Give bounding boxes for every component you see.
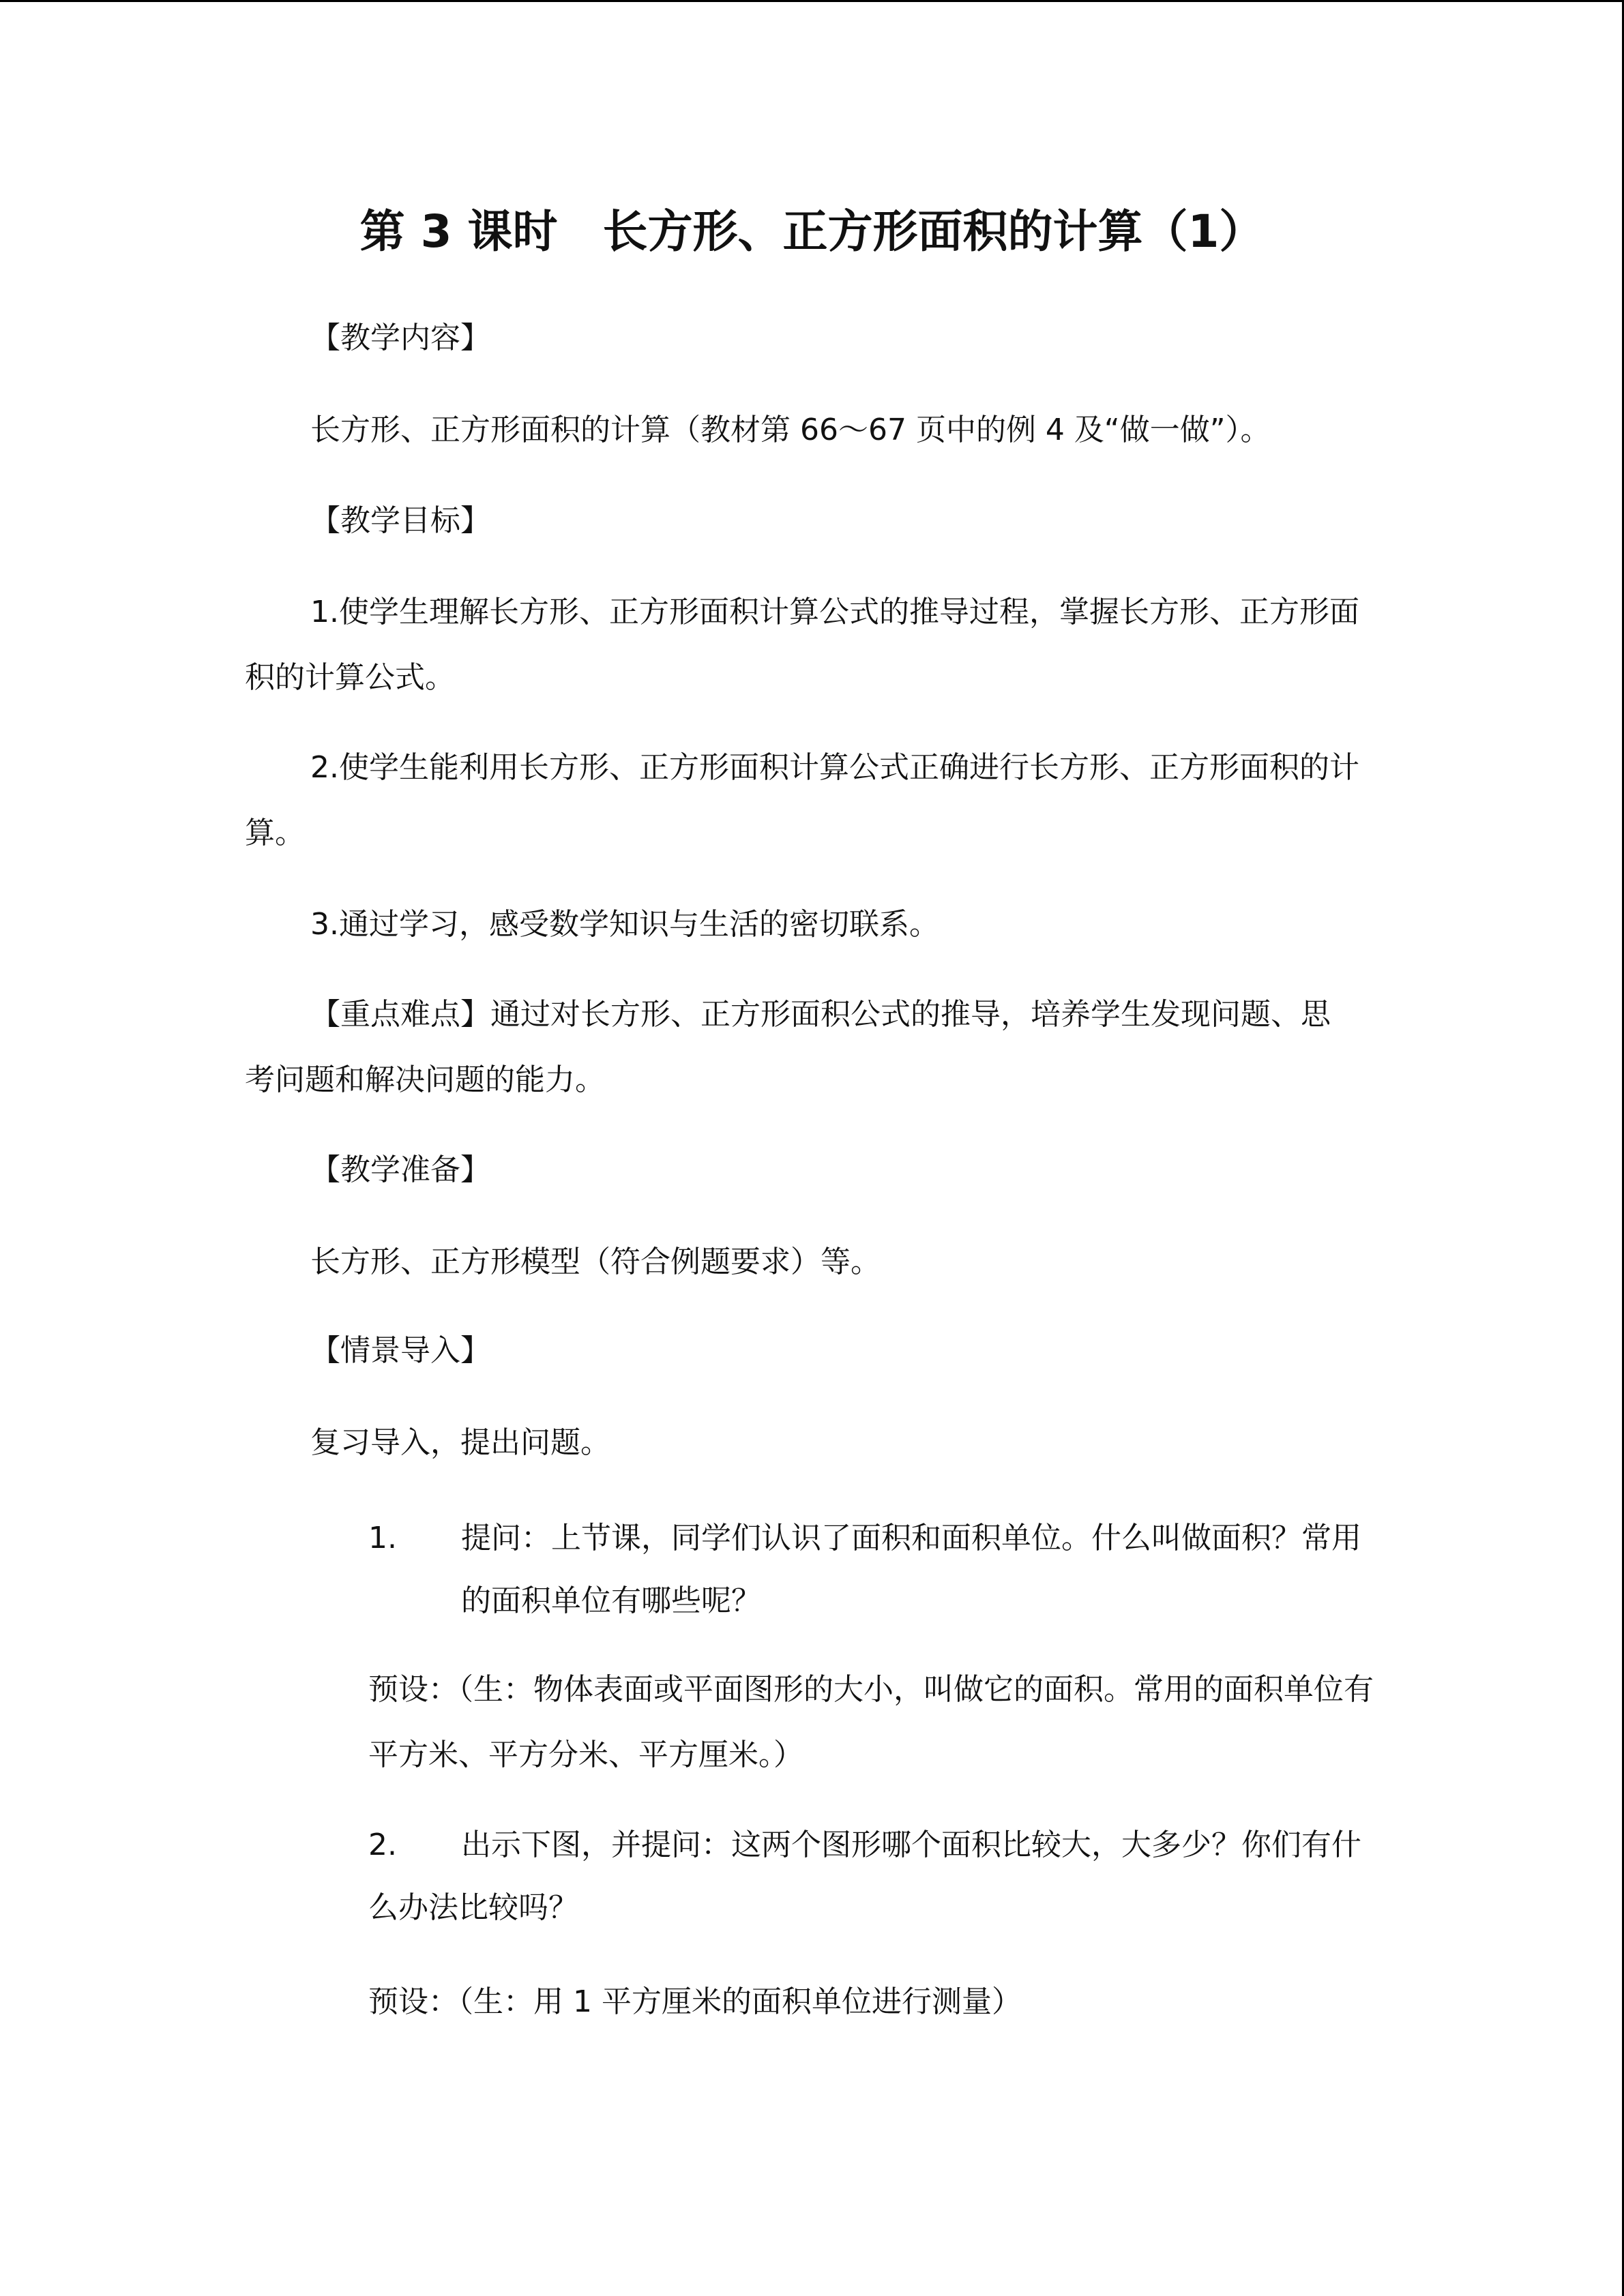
preset-2: 预设：（生：用 1 平方厘米的面积单位进行测量） bbox=[368, 1984, 1022, 2019]
preset-1: 预设：（生：物体表面或平面图形的大小，叫做它的面积。常用的面积单位有平方米、平方分米、平方厘米。） bbox=[368, 1672, 1374, 1772]
goals-heading: 【教学目标】 bbox=[310, 503, 490, 538]
content-text: 长方形、正方形面积的计算（教材第 66～67 页中的例 4 及“做一做”）。 bbox=[310, 413, 1271, 447]
goal-2: 2.使学生能利用长方形、正方形面积计算公式正确进行长方形、正方形面积的计算。 bbox=[245, 750, 1359, 850]
page-title: 第 3 课时 长方形、正方形面积的计算（1） bbox=[359, 205, 1265, 258]
list-item-number: 2. bbox=[368, 1828, 397, 1862]
list-item-text: 出示下图，并提问：这两个图形哪个面积比较大，大多少？你们有什么办法比较吗？ bbox=[368, 1828, 1361, 1925]
list-item-number: 1. bbox=[368, 1521, 397, 1555]
list-item-2 bbox=[368, 1814, 1385, 1939]
prep-heading: 【教学准备】 bbox=[310, 1152, 490, 1187]
goal-3: 3.通过学习，感受数学知识与生活的密切联系。 bbox=[310, 907, 939, 942]
list-item-text: 提问：上节课，同学们认识了面积和面积单位。什么叫做面积？常用的面积单位有哪些呢？ bbox=[461, 1521, 1361, 1618]
list-item-1 bbox=[368, 1507, 1385, 1632]
prep-text: 长方形、正方形模型（符合例题要求）等。 bbox=[310, 1244, 881, 1279]
goal-1: 1.使学生理解长方形、正方形面积计算公式的推导过程，掌握长方形、正方形面积的计算公式。 bbox=[245, 595, 1359, 695]
page-border-top bbox=[0, 0, 1624, 2]
content-heading: 【教学内容】 bbox=[310, 320, 490, 355]
intro-text: 复习导入，提出问题。 bbox=[310, 1425, 610, 1460]
key-points: 【重点难点】通过对长方形、正方形面积公式的推导，培养学生发现问题、思考问题和解决问题的能力。 bbox=[245, 997, 1331, 1097]
intro-heading: 【情景导入】 bbox=[310, 1333, 490, 1368]
